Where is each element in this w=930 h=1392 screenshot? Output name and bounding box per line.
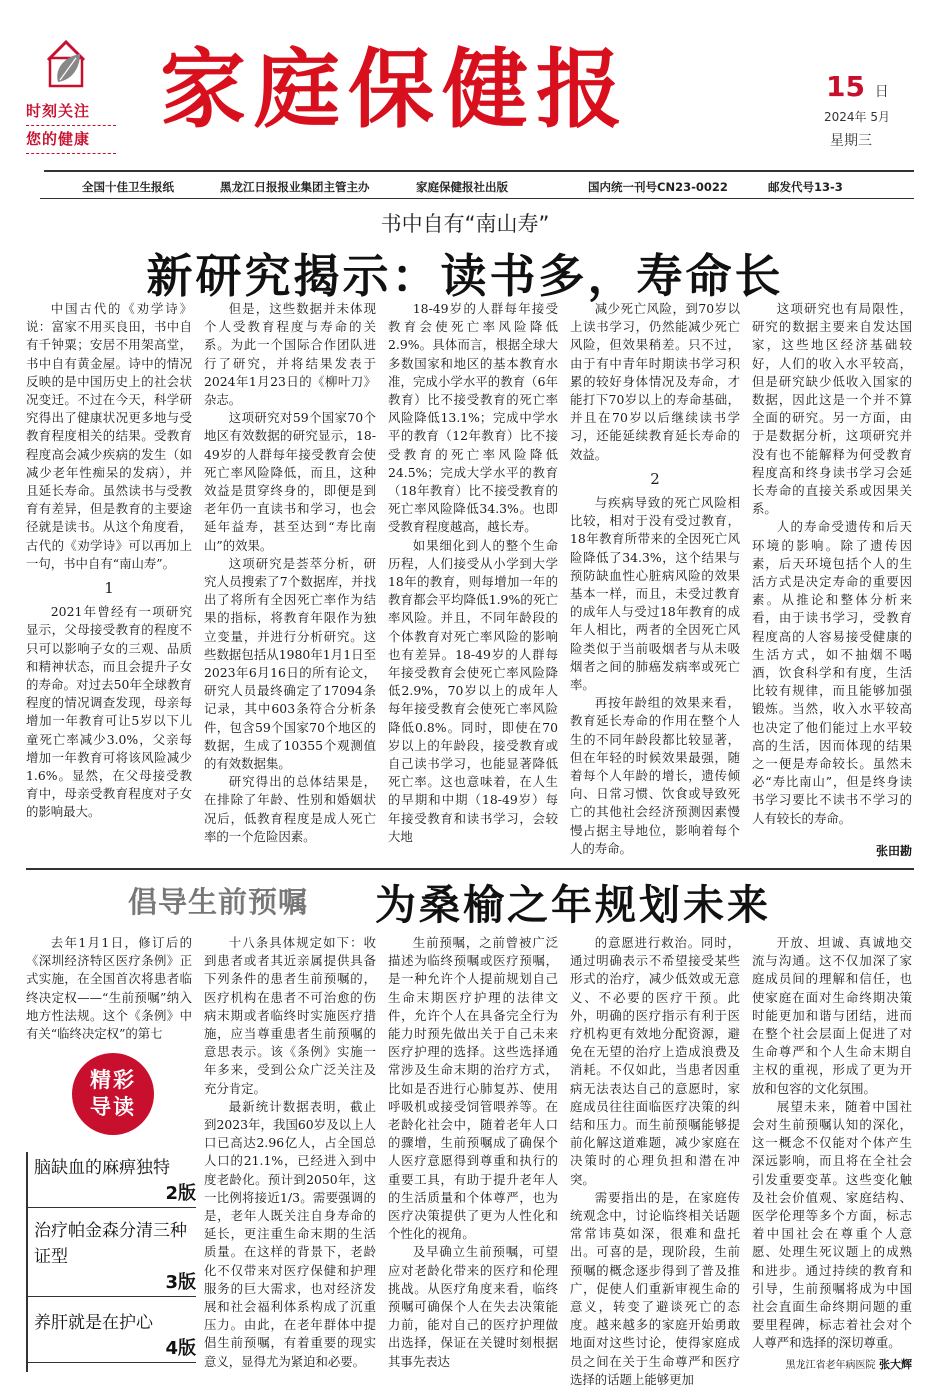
- issue-day: 15: [826, 70, 865, 103]
- paragraph: 这项研究对59个国家70个地区有效数据的研究显示，18-49岁的人群每年接受教育会使死亡率风险降低，而且，这种效益是贯穿终身的，即便是到老年仍一直读书和学习，也会延年益寿，甚至达到“寿比南山”的效果。: [204, 410, 376, 553]
- paragraph: 开放、坦诚、真诚地交流与沟通。这不仅加深了家庭成员间的理解和信任，也使家庭在面对生命终期决策时能更加和谐与团结，进而在整个社会层面上促进了对生命尊严和个人生命末期自主权的重视，形成了更为开放和包容的文化氛围。: [752, 935, 912, 1096]
- paragraph: 十八条具体规定如下：收到患者或者其近亲属提供具备下列条件的患者生前预嘱的，医疗机构在患者不可治愈的伤病末期或者临终时实施医疗措施，应当尊重患者生前预嘱的意思表示。该《条例》实施一年多来，受到公众广泛关注及充分肯定。: [204, 935, 376, 1096]
- promo-badge: [30, 1053, 180, 1139]
- article1-column-1: [26, 300, 192, 860]
- pub-award: 全国十佳卫生报纸: [82, 180, 174, 194]
- paragraph: 这项研究是荟萃分析，研究人员搜索了7个数据库，并找出了将所有全因死亡率作为结果的指标，将教育年限作为独立变量，并进行分析研究。这些数据包括从1980年1月1日至2023年6月16日的所有论文，研究人员最终确定了17094条记录，其中603条符合分析条件，包含59个国家70个地区的数据，生成了10355个观测值的有效数据集。: [204, 555, 376, 772]
- promo-badge-line-1: 精彩: [90, 1068, 136, 1092]
- article2-column-2: [204, 934, 376, 1374]
- paragraph: 中国古代的《劝学诗》说：富家不用买良田，书中自有千钟粟；安居不用架高堂，书中自有黄金屋。诗中的情况反映的是中国历史上的社会状况变迁。不过在今天，科学研究得出了健康状况更多地与受教育程度相关的结果。受教育程度高会减少疾病的发生（如减少老年性痴呆的发病），并且延长寿命。虽然读书与受教育有差异，但是教育的主要途径就是读书。从这个角度看，古代的《劝学诗》可以再加上一句，书中自有“南山寿”。: [26, 301, 192, 571]
- paragraph: 18-49岁的人群每年接受教育会使死亡率风险降低2.9%。具体而言，根据全球大多数国家和地区的基本教育水准，完成小学水平的教育（6年教育）比不接受教育的死亡率风险降低13.1%；完成中学水平的教育（12年教育）比不接受教育的死亡率风险降低24.5%；完成大学水平的教育（18年教育）比不接受教育的死亡率风险降低34.3%。也即受教育程度越高，越长寿。: [388, 301, 558, 535]
- issue-weekday: 星期三: [830, 133, 872, 149]
- paragraph: 如果细化到人的整个生命历程，人们接受从小学到大学18年的教育，则每增加一年的教育都会平均降低1.9%的死亡率风险。并且，不同年龄段的个体教育对死亡率风险的影响也有差异。18-49岁的人群每年接受教育会使死亡率风险降低2.9%，70岁以上的成年人每年接受教育会使死亡率风险降低0.8%。同时，即使在70岁以上的年龄段，接受教育或自己读书学习，也能显著降低死亡率。这也意味着，在人生的早期和中期（18-49岁）每年接受教育和读书学习，会较大地: [388, 537, 558, 844]
- paragraph: 展望未来，随着中国社会对生前预嘱认知的深化，这一概念不仅能对个体产生深远影响，而且将在全社会引发重要变革。这些变化触及社会价值观、家庭结构、医学伦理等多个方面，标志着中国社会在尊重个人意愿、处理生死议题上的成熟和进步。通过持续的教育和引导，生前预嘱将成为中国社会直面生命终期问题的重要里程碑，标志着社会对个人尊严和选择的深切尊重。: [752, 1098, 912, 1351]
- byline-affiliation: 黑龙江省老年病医院: [785, 1360, 876, 1371]
- article2-column-3: [388, 934, 558, 1374]
- paragraph: 2021年曾经有一项研究显示，父母接受教育的程度不只可以影响子女的三观、品质和精神状态，而且会提升子女的寿命。对过去50年全球教育程度的情况调查发现，母亲每增加一年教育可让5岁以下儿童死亡率减少3.0%，父亲每增加一年教育可将该风险减少1.6%。显然，在父母接受教育中，母亲受教育程度对子女的影响最大。: [26, 604, 192, 820]
- paragraph: 减少死亡风险，到70岁以上读书学习，仍然能减少死亡风险，但效果稍差。只不过，由于有中青年时期读书学习积累的较好身体情况及寿命，才能打下70岁以上的寿命基础，并且在70岁以后继续读书学习，还能延续教育延长寿命的效益。: [570, 301, 740, 462]
- article1-column-3: [388, 300, 558, 860]
- promo-item-title: 养肝就是在护心: [34, 1313, 153, 1333]
- publication-bar: [40, 173, 914, 199]
- article2-headline-grey: 倡导生前预嘱: [128, 885, 309, 919]
- paragraph: 人的寿命受遗传和后天环境的影响。除了遗传因素，后天环境包括个人的生活方式是决定寿命的重要因素。从推论和整体分析来看，由于读书学习，受教育程度高的人容易接受健康的生活方式，如不抽烟不喝酒，饮食科学和有度，生活比较有规律，而且能够加强锻炼。当然，收入水平较高也决定了他们能过上水平较高的生活，因而体现的结果之一便是寿命较长。虽然未必“寿比南山”，但是终身读书学习要比不读书不学习的人有较长的寿命。: [752, 519, 912, 826]
- paragraph: 再按年龄组的效果来看，教育延长寿命的作用在整个人生的不同年龄段都比较显著，但在年轻的时候效果最强，随着每个人年龄的增长，遗传倾向、日常习惯、饮食或导致死亡的其他社会经济预测因素慢慢占据主导地位，影响着每个人的寿命。: [570, 695, 740, 856]
- paragraph: 的意愿进行救治。同时，通过明确表示不希望接受某些形式的治疗，减少低效或无意义、不必要的医疗干预。此外，明确的医疗指示有利于医疗机构更有效地分配资源，避免在无望的治疗上造成浪费及消耗。不仅如此，当患者因重病无法表达自己的意愿时，家庭成员往往面临医疗决策的纠结和压力。而生前预嘱能够提前化解这道难题，减少家庭在决策时的心理负担和潜在冲突。: [570, 935, 740, 1187]
- house-leaf-icon: [44, 38, 88, 90]
- section-number: 2: [650, 469, 660, 488]
- promo-item-title: 治疗帕金森分清三种证型: [34, 1221, 187, 1267]
- article2-byline: [752, 1356, 912, 1372]
- pub-publisher: 家庭保健报社出版: [416, 180, 508, 194]
- paragraph: 生前预嘱，之前曾被广泛描述为临终预嘱或医疗预嘱，是一种允许个人提前规划自己生命末期医疗护理的法律文件，允许个人在具备完全行为能力时预先做出关于自己未来医疗护理的选择。这些选择通常涉及生命末期的治疗方式，比如是否进行心肺复苏、使用呼吸机或接受饲管喂养等。在老龄化社会中，随着老年人口的骤增，生前预嘱成了确保个人医疗意愿得到尊重和执行的重要工具，有助于提升老年人的生活质量和个体尊严，也为医疗决策提供了更为人性化和个性化的视角。: [388, 935, 558, 1242]
- promo-item-1[interactable]: [26, 1155, 196, 1208]
- article1-byline: 张田勘: [875, 844, 912, 858]
- masthead-rule: [44, 170, 914, 172]
- pub-postal: 邮发代号13-3: [768, 180, 843, 194]
- paragraph: 研究得出的总体结果是，在排除了年龄、性别和婚姻状况后，低教育程度是成人死亡率的一个危险因素。: [204, 774, 376, 844]
- promo-item-page: 3版: [26, 1270, 196, 1297]
- promo-item-2[interactable]: [26, 1218, 196, 1297]
- article1-column-2: [204, 300, 376, 860]
- article2-column-4: [570, 934, 740, 1387]
- issue-year-month: 2024年 5月: [824, 110, 890, 124]
- promo-item-page: 2版: [26, 1181, 196, 1208]
- promo-badge-circle: [72, 1053, 154, 1135]
- newspaper-title: 家庭保健报: [160, 39, 630, 140]
- paragraph: 这项研究也有局限性，研究的数据主要来自发达国家，这些地区经济基础较好，人们的收入水平较高，但是研究缺少低收入国家的数据，因此这是一个并不算全面的研究。另一方面，由于是数据分析，这项研究并没有也不能解释为何受教育程度高和终身读书学习会延长寿命的直接关系或因果关系。: [752, 301, 912, 517]
- paragraph: 去年1月1日，修订后的《深圳经济特区医疗条例》正式实施，在全国首次将患者临终决定权——“生前预嘱”纳入地方性法规。这个《条例》中有关“临终决定权”的第七: [26, 935, 192, 1042]
- article2-column-1: [26, 934, 192, 1046]
- article1-kicker: 书中自有“南山寿”: [380, 212, 550, 236]
- byline-name: 张大辉: [879, 1358, 912, 1371]
- article2-column-5: [752, 934, 912, 1354]
- paragraph: 但是，这些数据并未体现个人受教育程度与寿命的关系。为此一个国际合作团队进行了研究，并将结果发表于2024年1月23日的《柳叶刀》杂志。: [204, 301, 376, 408]
- paragraph: 最新统计数据表明，截止到2023年，我国60岁及以上人口已高达2.96亿人，占全国总人口的21.1%，已经进入到中度老龄化。预计到2050年，这一比例将接近1/3。需要强调的是，老年人既关注自身寿命的延长，更注重生命末期的生活质量。在这样的背景下，老龄化不仅带来对医疗保健和护理服务的巨大需求，也对经济发展和社会福利体系构成了沉重压力。由此，在老年群体中提倡生前预嘱，有着重要的现实意义，显得尤为紧迫和必要。: [204, 1098, 376, 1369]
- promo-badge-line-2: 导读: [90, 1095, 136, 1119]
- article1-headline: 新研究揭示：读书多，寿命长: [146, 249, 784, 303]
- pub-supervisor: 黑龙江日报报业集团主管主办: [220, 180, 370, 194]
- promo-item-3[interactable]: [26, 1310, 196, 1363]
- promo-item-title: 脑缺血的麻痹独特: [34, 1158, 170, 1178]
- slogan-line-1: 时刻关注: [26, 98, 116, 126]
- issue-date: [826, 70, 889, 103]
- article1-column-5: [752, 300, 912, 842]
- slogan-line-2: 您的健康: [26, 126, 116, 154]
- section-divider: [26, 868, 914, 870]
- paragraph: 与疾病导致的死亡风险相比较，相对于没有受过教育，18年教育所带来的全因死亡风险降低了34.3%，这个结果与预防缺血性心脏病风险的效果基本一样，而且，未受过教育的成年人与受过18年教育的成年人相比，两者的全因死亡风险类似于当前吸烟者与从未吸烟者之间的肺癌发病率或死亡率。: [570, 495, 740, 693]
- promo-item-page: 4版: [26, 1336, 196, 1363]
- paragraph: 及早确立生前预嘱，可望应对老龄化带来的医疗和伦理挑战。从医疗角度来看，临终预嘱可确保个人在失去决策能力前，能对自己的医疗护理做出选择，保证在关键时刻根据其事先表达: [388, 1244, 558, 1369]
- section-number: 1: [104, 579, 114, 598]
- article1-column-4: [570, 300, 740, 860]
- issue-day-suffix: 日: [874, 84, 889, 100]
- article2-headline: 为桑榆之年规划未来: [375, 881, 771, 929]
- slogan: [26, 98, 126, 154]
- paragraph: 需要指出的是，在家庭传统观念中，讨论临终相关话题常常讳莫如深，很难和盘托出。可喜的是，现阶段，生前预嘱的概念逐步得到了普及推广，促使人们重新审视生命的意义，转变了避谈死亡的态度。越来越多的家庭开始勇敢地面对这些讨论，使得家庭成员之间在关于生命尊严和医疗选择的话题上能够更加: [570, 1189, 740, 1387]
- pub-issn: 国内统一刊号CN23-0022: [588, 180, 728, 194]
